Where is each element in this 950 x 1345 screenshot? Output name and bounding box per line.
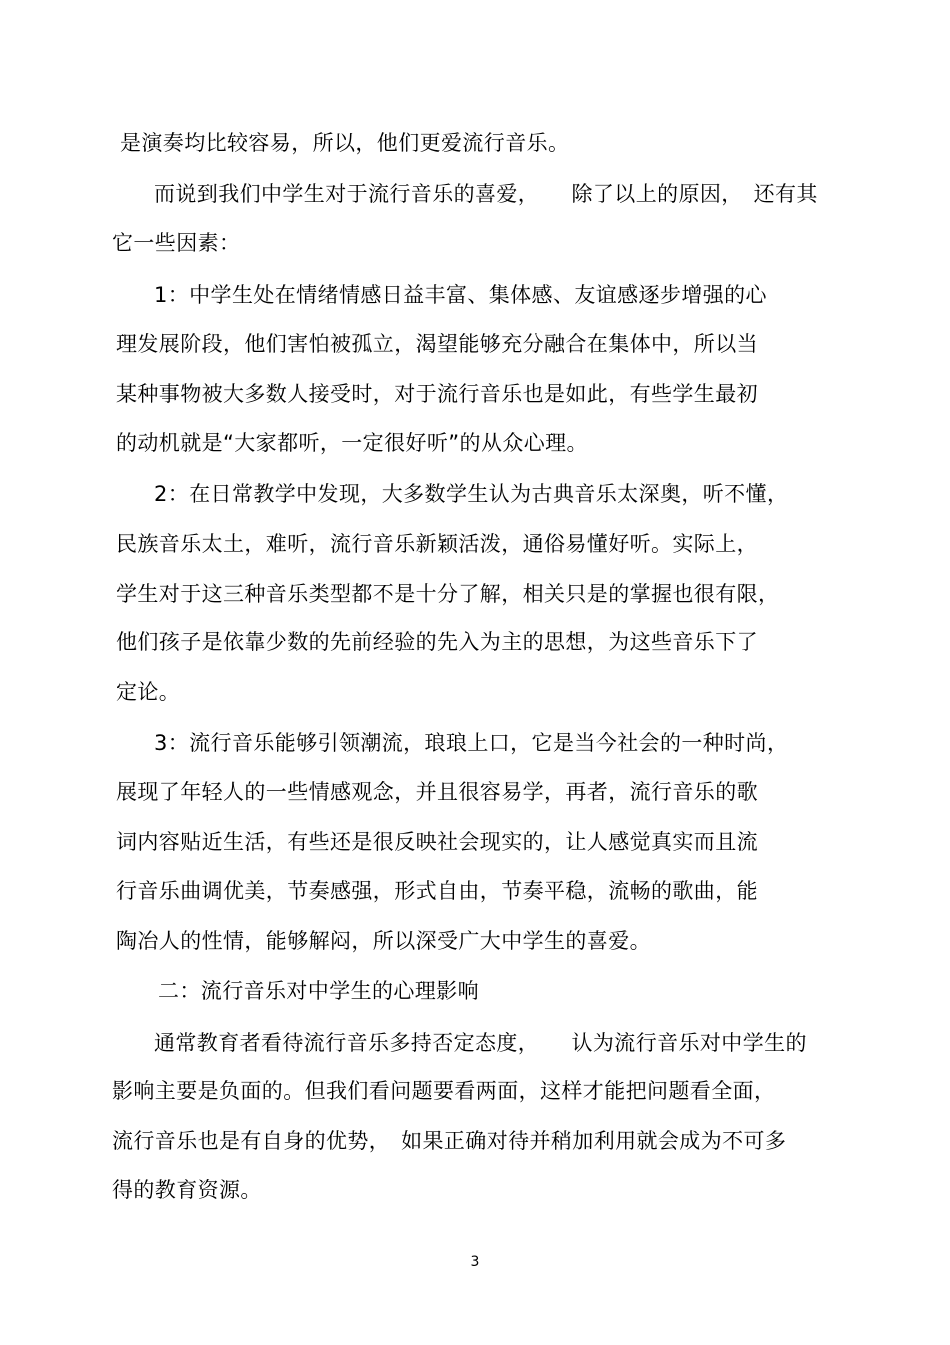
section-heading: 二：流行音乐对中学生的心理影响 xyxy=(158,979,479,1003)
text-line-2: 而说到我们中学生对于流行音乐的喜爱， 除了以上的原因， 还有其 xyxy=(154,182,818,206)
text-line-9: 民族音乐太土，难听，流行音乐新颖活泼，通俗易懂好听。实际上， xyxy=(116,532,758,556)
text-line-11: 他们孩子是依靠少数的先前经验的先入为主的思想，为这些音乐下了 xyxy=(116,630,758,654)
text-line-15: 词内容贴近生活，有些还是很反映社会现实的，让人感觉真实而且流 xyxy=(116,830,758,854)
text-line-12: 定论。 xyxy=(116,680,181,704)
text-line-5: 理发展阶段，他们害怕被孤立，渴望能够充分融合在集体中，所以当 xyxy=(116,332,758,356)
page-number: 3 xyxy=(470,1254,480,1270)
text-line-17: 陶冶人的性情，能够解闷，所以深受广大中学生的喜爱。 xyxy=(116,929,651,953)
text-line-10: 学生对于这三种音乐类型都不是十分了解，相关只是的掌握也很有限， xyxy=(116,582,780,606)
text-line-3: 它一些因素： xyxy=(112,231,241,255)
text-line-6: 某种事物被大多数人接受时，对于流行音乐也是如此，有些学生最初 xyxy=(116,382,758,406)
text-line-20: 影响主要是负面的。但我们看问题要看两面，这样才能把问题看全面， xyxy=(112,1079,776,1103)
text-line-14: 展现了年轻人的一些情感观念，并且很容易学，再者，流行音乐的歌 xyxy=(116,780,758,804)
text-line-1: 是演奏均比较容易，所以，他们更爱流行音乐。 xyxy=(120,131,570,155)
text-line-4: 1：中学生处在情绪情感日益丰富、集体感、友谊感逐步增强的心 xyxy=(154,283,767,307)
text-line-16: 行音乐曲调优美，节奏感强，形式自由，节奏平稳，流畅的歌曲，能 xyxy=(116,879,758,903)
text-line-19: 通常教育者看待流行音乐多持否定态度， 认为流行音乐对中学生的 xyxy=(154,1031,807,1055)
text-line-22: 得的教育资源。 xyxy=(112,1178,262,1202)
text-line-13: 3：流行音乐能够引领潮流，琅琅上口，它是当今社会的一种时尚， xyxy=(154,731,789,755)
text-line-21: 流行音乐也是有自身的优势， 如果正确对待并稍加利用就会成为不可多 xyxy=(112,1129,787,1153)
text-line-7: 的动机就是“大家都听，一定很好听”的从众心理。 xyxy=(116,431,588,455)
text-line-8: 2：在日常教学中发现，大多数学生认为古典音乐太深奥，听不懂， xyxy=(154,482,789,506)
